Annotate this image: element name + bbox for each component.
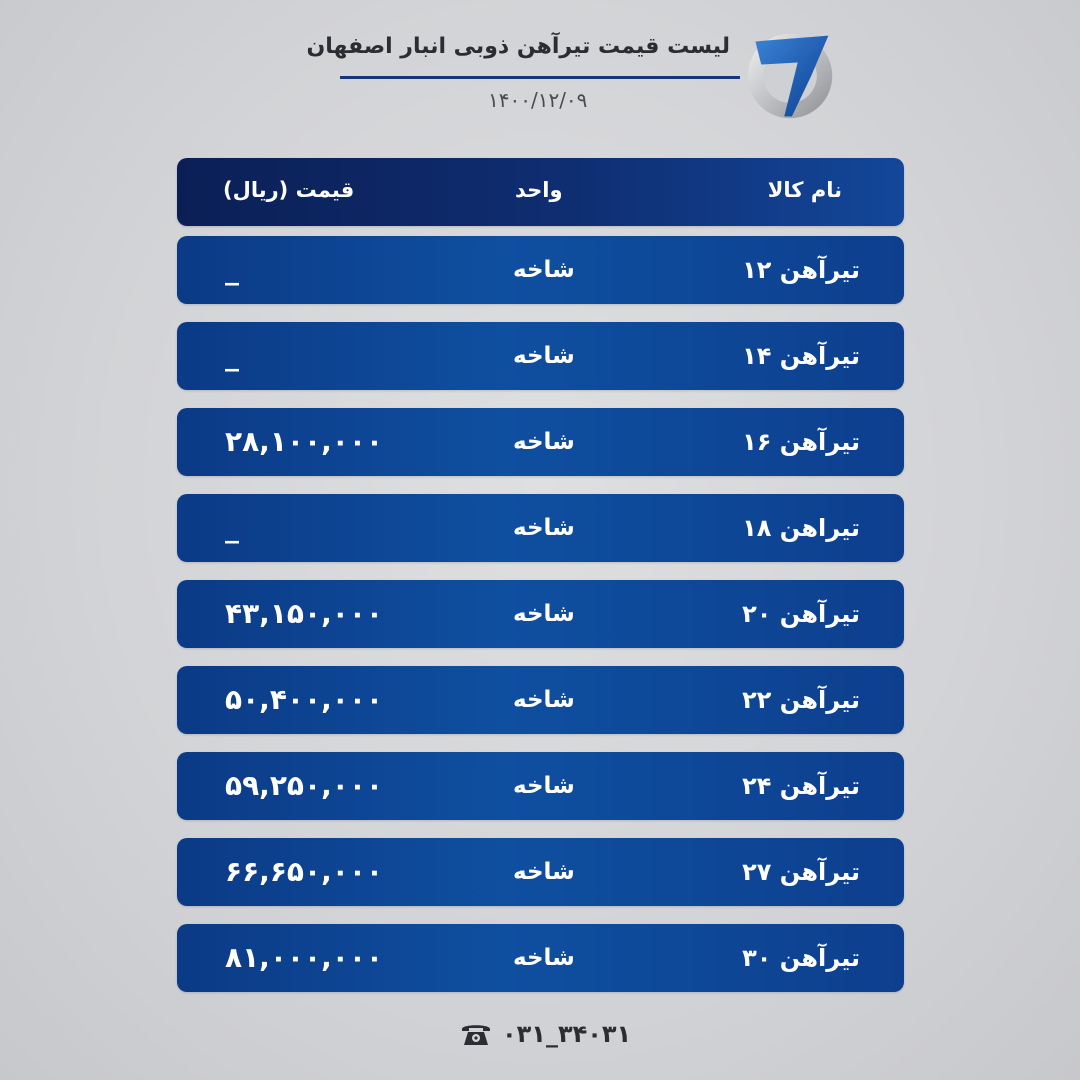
table-row bbox=[177, 580, 904, 648]
product-unit: شاخه bbox=[513, 945, 575, 971]
table-row bbox=[177, 666, 904, 734]
telephone-icon bbox=[460, 1021, 492, 1047]
product-unit: شاخه bbox=[513, 515, 575, 541]
table-row bbox=[177, 838, 904, 906]
page-title: لیست قیمت تیرآهن ذوبی انبار اصفهان bbox=[306, 34, 730, 59]
table-row bbox=[177, 408, 904, 476]
phone-number: ۰۳۱_۳۴۰۳۱ bbox=[502, 1020, 632, 1048]
product-price: ۶۶,۶۵۰,۰۰۰ bbox=[225, 855, 383, 888]
product-name: تیرآهن ۱۴ bbox=[742, 342, 860, 370]
product-unit: شاخه bbox=[513, 859, 575, 885]
table-row bbox=[177, 236, 904, 304]
table-row bbox=[177, 924, 904, 992]
title-underline bbox=[340, 76, 740, 79]
product-price: ۸۱,۰۰۰,۰۰۰ bbox=[225, 941, 383, 974]
product-unit: شاخه bbox=[513, 257, 575, 283]
contact-footer bbox=[460, 1014, 631, 1054]
product-name: تیرآهن ۲۲ bbox=[742, 686, 860, 714]
product-price: ۲۸,۱۰۰,۰۰۰ bbox=[225, 425, 383, 458]
table-row bbox=[177, 752, 904, 820]
column-header-name: نام کالا bbox=[767, 178, 842, 202]
product-price: _ bbox=[225, 339, 240, 372]
product-price: _ bbox=[225, 511, 240, 544]
product-name: تیرآهن ۱۶ bbox=[742, 428, 860, 456]
table-header bbox=[177, 158, 904, 226]
product-unit: شاخه bbox=[513, 687, 575, 713]
product-price: _ bbox=[225, 253, 240, 286]
price-date: ۱۴۰۰/۱۲/۰۹ bbox=[488, 88, 588, 112]
company-logo-icon bbox=[742, 28, 838, 124]
product-unit: شاخه bbox=[513, 601, 575, 627]
column-header-unit: واحد bbox=[515, 178, 563, 202]
product-name: تیرآهن ۲۷ bbox=[742, 858, 860, 886]
page-header bbox=[306, 28, 840, 128]
product-name: تیراهن ۱۸ bbox=[742, 514, 860, 542]
product-price: ۴۳,۱۵۰,۰۰۰ bbox=[225, 597, 383, 630]
product-price: ۵۰,۴۰۰,۰۰۰ bbox=[225, 683, 383, 716]
product-name: تیرآهن ۳۰ bbox=[742, 944, 860, 972]
product-unit: شاخه bbox=[513, 343, 575, 369]
table-row bbox=[177, 322, 904, 390]
product-unit: شاخه bbox=[513, 429, 575, 455]
product-name: تیرآهن ۱۲ bbox=[742, 256, 860, 284]
product-price: ۵۹,۲۵۰,۰۰۰ bbox=[225, 769, 383, 802]
product-unit: شاخه bbox=[513, 773, 575, 799]
table-row bbox=[177, 494, 904, 562]
product-name: تیرآهن ۲۰ bbox=[742, 600, 860, 628]
column-header-price: قیمت (ریال) bbox=[223, 178, 355, 202]
product-name: تیرآهن ۲۴ bbox=[742, 772, 860, 800]
